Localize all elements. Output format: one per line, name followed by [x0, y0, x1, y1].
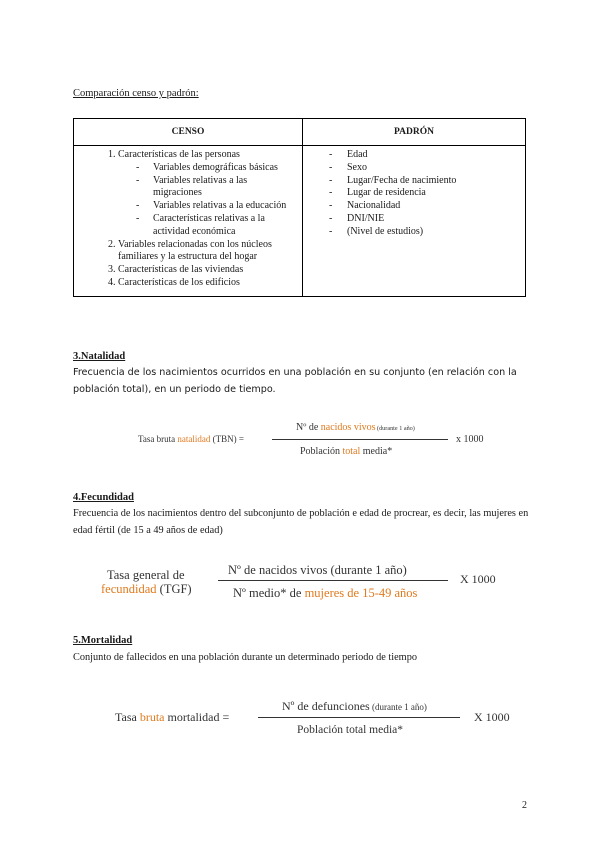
mortalidad-fraction-line — [258, 717, 460, 718]
padron-cell — [303, 146, 526, 297]
fecundidad-formula-denominator: Nº medio* de mujeres de 15-49 años — [233, 586, 418, 600]
fecundidad-formula-numerator: Nº de nacidos vivos (durante 1 año) — [228, 563, 407, 577]
list-item — [118, 149, 298, 239]
censo-item-4: 4. Características de los edificios — [118, 277, 298, 290]
list-item: - Edad — [329, 149, 521, 162]
fecundidad-formula-left-line2: fecundidad (TGF) — [101, 582, 192, 596]
list-item: - Sexo — [329, 162, 521, 175]
mortalidad-title: 5.Mortalidad — [73, 635, 133, 646]
page-number: 2 — [522, 800, 527, 811]
list-item: - Variables relativas a la educación — [136, 200, 298, 213]
mortalidad-formula-denominator: Población total media* — [297, 724, 404, 736]
comparison-title: Comparación censo y padrón: — [73, 88, 199, 99]
list-item: - Lugar/Fecha de nacimiento — [329, 175, 521, 188]
natalidad-fraction-line — [272, 439, 448, 440]
list-item: - (Nivel de estudios) — [329, 226, 521, 239]
list-item: - DNI/NIE — [329, 213, 521, 226]
list-item: - Características relativas a la actividad económica — [136, 213, 298, 239]
header-censo: CENSO — [74, 119, 303, 146]
censo-sublist — [118, 162, 298, 239]
natalidad-title: 3.Natalidad — [73, 351, 126, 362]
natalidad-formula-numerator: Nº de nacidos vivos (durante 1 año) — [296, 422, 415, 433]
mortalidad-multiplier: X 1000 — [474, 710, 510, 724]
censo-item-3: 3. Características de las viviendas — [118, 264, 298, 277]
table-row — [74, 146, 526, 297]
fecundidad-multiplier: X 1000 — [460, 572, 496, 586]
list-item: - Lugar de residencia — [329, 187, 521, 200]
natalidad-formula-left: Tasa bruta natalidad (TBN) = — [138, 434, 244, 444]
header-padron: PADRÓN — [303, 119, 526, 146]
natalidad-formula-denominator: Población total media* — [300, 446, 393, 457]
mortalidad-formula-numerator: Nº de defunciones (durante 1 año) — [282, 699, 427, 713]
fecundidad-text: Frecuencia de los nacimientos dentro del subconjunto de población e edad de procrear, es decir, las mujeres en edad fértil (de 15 a 49 años de edad) — [73, 508, 529, 536]
mortalidad-highlight: bruta — [139, 710, 165, 724]
list-item: - Nacionalidad — [329, 200, 521, 213]
censo-item-1: Características de las personas — [118, 149, 240, 160]
table-header-row — [74, 119, 526, 146]
censo-item-2: 2. Variables relacionadas con los núcleos familiares y la estructura del hogar — [118, 239, 298, 265]
padron-list — [307, 149, 521, 239]
natalidad-text: Frecuencia de los nacimientos ocurridos en una población en su conjunto (en relación con la población total), en un periodo de tiempo. — [73, 367, 517, 395]
list-item: - Variables demográficas básicas — [136, 162, 298, 175]
censo-cell — [74, 146, 303, 297]
natalidad-highlight: natalidad — [177, 434, 211, 444]
fecundidad-highlight: fecundidad — [101, 582, 157, 596]
comparison-table — [73, 118, 526, 297]
mortalidad-formula-left: Tasa bruta mortalidad = — [115, 710, 230, 724]
list-item: - Variables relativas a las migraciones — [136, 175, 298, 201]
mortalidad-text: Conjunto de fallecidos en una población durante un determinado periodo de tiempo — [73, 652, 417, 663]
censo-list — [78, 149, 298, 290]
fecundidad-title: 4.Fecundidad — [73, 492, 134, 503]
fecundidad-fraction-line — [218, 580, 448, 581]
natalidad-multiplier: x 1000 — [456, 434, 484, 445]
fecundidad-formula-left-line1: Tasa general de — [107, 568, 185, 582]
